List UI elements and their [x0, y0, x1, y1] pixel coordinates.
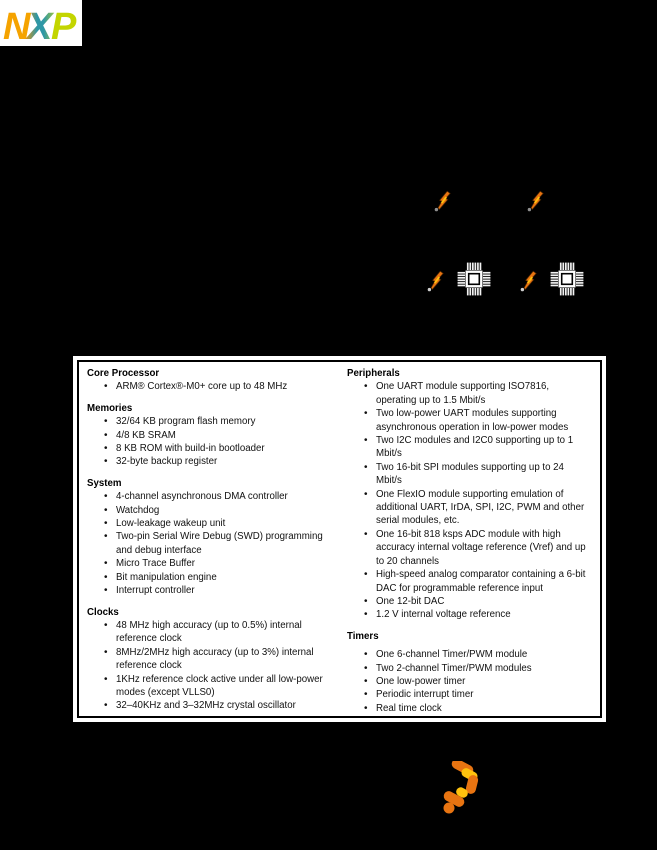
- feature-item: • Bit manipulation engine: [103, 571, 331, 584]
- feature-item: • One FlexIO module supporting emulation of additional UART, IrDA, SPI, I2C, PWM and other serial modules, etc.: [363, 488, 591, 528]
- lightning-icon: [434, 189, 452, 218]
- feature-item: • 1KHz reference clock active under all low-power modes (except VLLS0): [103, 673, 331, 700]
- feature-item: • Two-pin Serial Wire Debug (SWD) programming and debug interface: [103, 530, 331, 557]
- lightning-icon: [527, 189, 545, 218]
- feature-item: • 4/8 KB SRAM: [103, 429, 331, 442]
- feature-item: • One low-power timer: [363, 675, 591, 688]
- features-column-left: [87, 367, 331, 712]
- feature-item: • Interrupt controller: [103, 584, 331, 597]
- feature-item: • 8 KB ROM with build-in bootloader: [103, 442, 331, 455]
- feature-section-system: [87, 477, 331, 598]
- feature-list: [87, 380, 331, 393]
- features-box-border: [77, 360, 602, 718]
- feature-item: • 48 MHz high accuracy (up to 0.5%) internal reference clock: [103, 619, 331, 646]
- features-column-right: [347, 367, 591, 712]
- feature-item: • 1.2 V internal voltage reference: [363, 608, 591, 621]
- lightning-icon: [520, 269, 538, 298]
- lightning-icon: [427, 269, 445, 298]
- feature-item: • 8MHz/2MHz high accuracy (up to 3%) internal reference clock: [103, 646, 331, 673]
- feature-section-memories: [87, 402, 331, 469]
- section-title-timers: Timers: [347, 630, 379, 642]
- feature-list: [87, 490, 331, 597]
- section-title-core-processor: Core Processor: [87, 368, 160, 379]
- section-title-system: System: [87, 477, 122, 489]
- feature-section-clocks: [87, 606, 331, 713]
- feature-list: [87, 619, 331, 713]
- feature-item: • Periodic interrupt timer: [363, 688, 591, 701]
- feature-item: • Two I2C modules and I2C0 supporting up to 1 Mbit/s: [363, 434, 591, 461]
- feature-item: • 32-byte backup register: [103, 455, 331, 468]
- nxp-logo: [0, 0, 82, 46]
- svg-text:X: X: [27, 6, 53, 46]
- feature-item: • Watchdog: [103, 504, 331, 517]
- feature-item: • ARM® Cortex®-M0+ core up to 48 MHz: [103, 380, 331, 393]
- feature-item: • 32/64 KB program flash memory: [103, 415, 331, 428]
- section-title-memories: Memories: [87, 402, 133, 414]
- feature-item: • Two 2-channel Timer/PWM modules: [363, 662, 591, 675]
- feature-item: • One 6-channel Timer/PWM module: [363, 648, 591, 661]
- energy-efficient-solutions-icon: [441, 761, 489, 820]
- features-box: [73, 356, 606, 722]
- feature-item: • One UART module supporting ISO7816, operating up to 1.5 Mbit/s: [363, 380, 591, 407]
- chip-icon: [549, 261, 585, 302]
- section-title-peripherals: Peripherals: [347, 368, 400, 379]
- feature-list: [347, 380, 591, 621]
- feature-item: • Micro Trace Buffer: [103, 557, 331, 570]
- svg-text:P: P: [51, 6, 77, 46]
- feature-item: • One 16-bit 818 ksps ADC module with high accuracy internal voltage reference (Vref) and up to 20 channels: [363, 528, 591, 568]
- feature-list: [87, 415, 331, 469]
- feature-section-peripherals: [347, 367, 591, 622]
- feature-item: • 4-channel asynchronous DMA controller: [103, 490, 331, 503]
- feature-item: • Two 16-bit SPI modules supporting up to 24 Mbit/s: [363, 461, 591, 488]
- section-title-clocks: Clocks: [87, 606, 119, 618]
- feature-item: • Real time clock: [363, 702, 591, 715]
- svg-text:N: N: [3, 6, 31, 46]
- feature-item: • One 12-bit DAC: [363, 595, 591, 608]
- feature-section-timers: [347, 630, 591, 715]
- chip-icon: [456, 261, 492, 302]
- nxp-logo-icon: [0, 0, 82, 46]
- feature-section-core-processor: [87, 367, 331, 394]
- feature-item: • 32–40KHz and 3–32MHz crystal oscillator: [103, 699, 331, 712]
- feature-list: [347, 648, 591, 715]
- feature-item: • High-speed analog comparator containing a 6-bit DAC for programmable reference input: [363, 568, 591, 595]
- feature-item: • Low-leakage wakeup unit: [103, 517, 331, 530]
- feature-item: • Two low-power UART modules supporting asynchronous operation in low-power modes: [363, 407, 591, 434]
